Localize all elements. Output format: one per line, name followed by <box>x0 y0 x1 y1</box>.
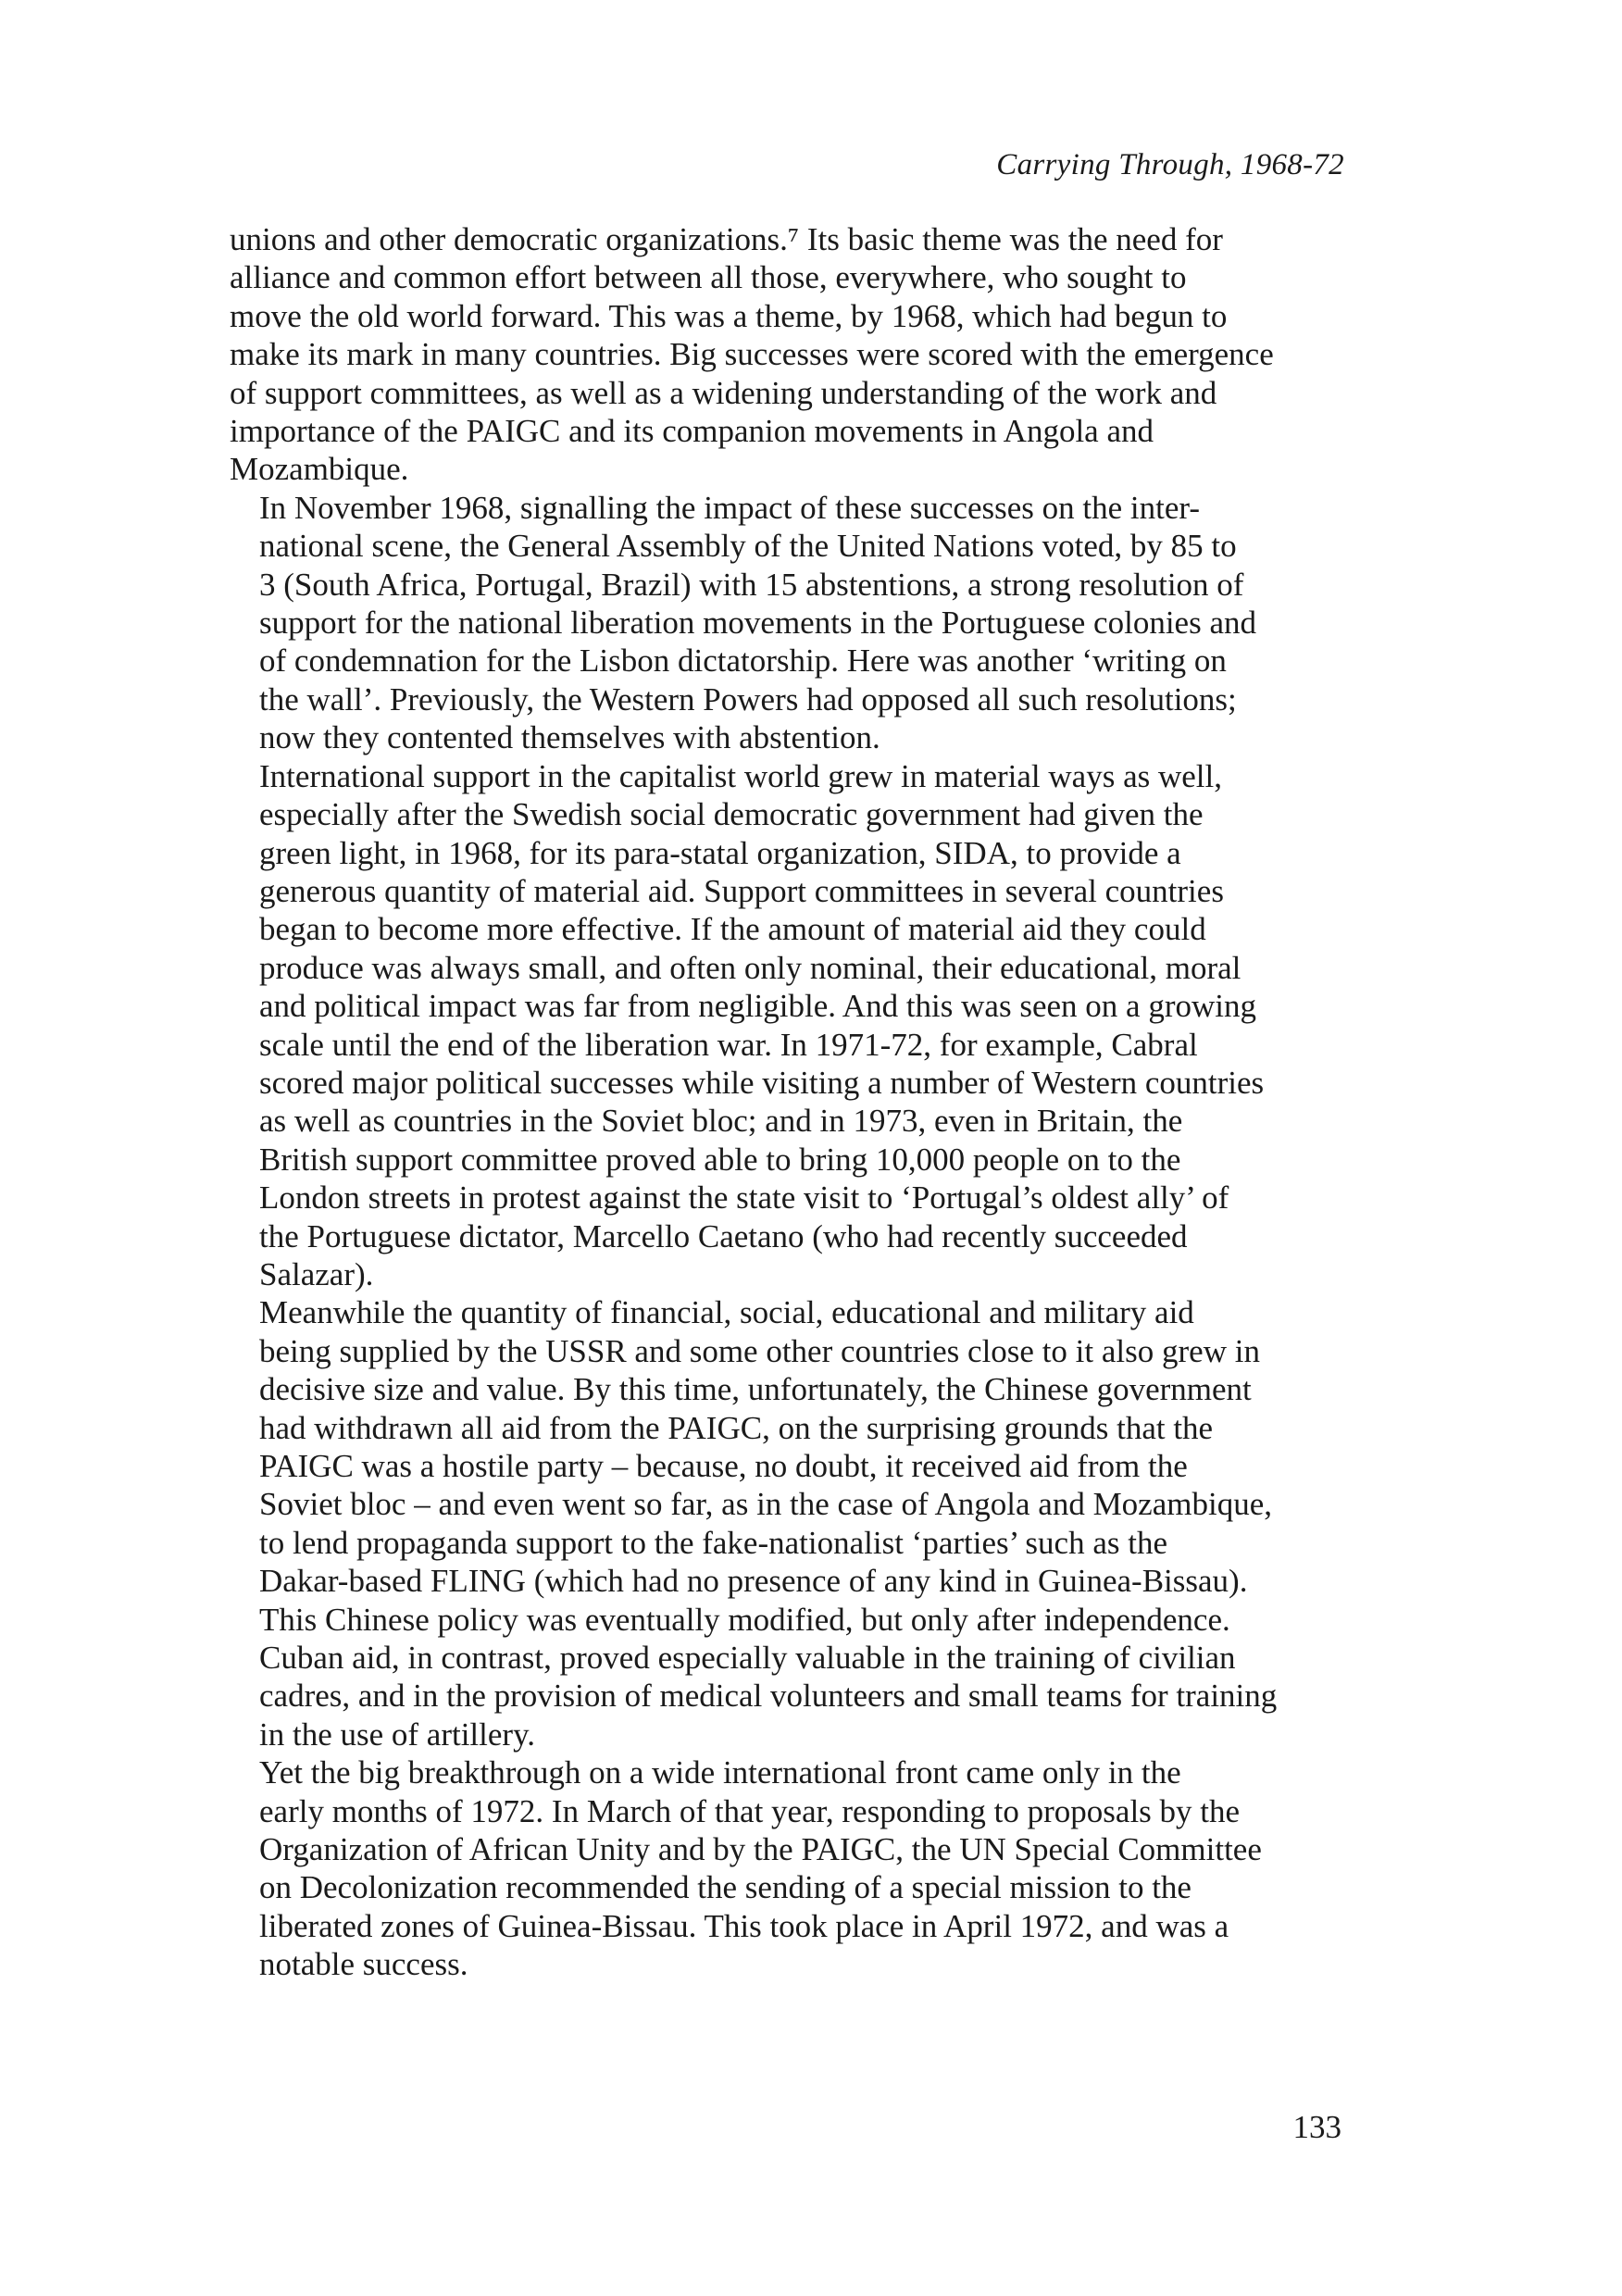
text-line: of condemnation for the Lisbon dictatorship. Here was another ‘writing on <box>259 643 1227 680</box>
text-line: now they contented themselves with abstention. <box>259 719 880 756</box>
text-line: Organization of African Unity and by the PAIGC, the UN Special Committee <box>259 1831 1262 1868</box>
text-line: In November 1968, signalling the impact of these successes on the inter- <box>259 489 1200 526</box>
text-line: London streets in protest against the state visit to ‘Portugal’s oldest ally’ of <box>259 1179 1229 1217</box>
text-line: generous quantity of material aid. Support committees in several countries <box>259 872 1224 909</box>
text-line: the wall’. Previously, the Western Powers had opposed all such resolutions; <box>259 680 1237 718</box>
text-line: British support committee proved able to bring 10,000 people on to the <box>259 1141 1181 1178</box>
text-line: Salazar). <box>259 1255 374 1292</box>
text-line: This Chinese policy was eventually modified, but only after independence. <box>259 1601 1230 1638</box>
text-line: being supplied by the USSR and some other countries close to it also grew in <box>259 1332 1260 1369</box>
text-line: green light, in 1968, for its para-statal organization, SIDA, to provide a <box>259 834 1181 871</box>
page-number: 133 <box>1292 2109 1341 2145</box>
text-line: liberated zones of Guinea-Bissau. This took place in April 1972, and was a <box>259 1907 1229 1944</box>
text-line: had withdrawn all aid from the PAIGC, on the surprising grounds that the <box>259 1409 1214 1446</box>
paragraph <box>230 1293 1433 1753</box>
paragraph <box>230 220 1433 489</box>
text-line: produce was always small, and often only nominal, their educational, moral <box>259 949 1241 986</box>
text-line: of support committees, as well as a widening understanding of the work and <box>230 374 1217 411</box>
text-line: PAIGC was a hostile party – because, no doubt, it received aid from the <box>259 1448 1188 1484</box>
text-line: scored major political successes while visiting a number of Western countries <box>259 1064 1265 1101</box>
text-line: and political impact was far from negligible. And this was seen on a growing <box>259 988 1256 1025</box>
text-line: alliance and common effort between all those, everywhere, who sought to <box>230 259 1187 296</box>
text-line: in the use of artillery. <box>259 1716 536 1753</box>
text-line: 3 (South Africa, Portugal, Brazil) with 15 abstentions, a strong resolution of <box>259 566 1244 603</box>
text-line: cadres, and in the provision of medical volunteers and small teams for training <box>259 1678 1278 1715</box>
text-line: Dakar-based FLING (which had no presence of any kind in Guinea-Bissau). <box>259 1563 1248 1600</box>
text-line: the Portuguese dictator, Marcello Caetano (who had recently succeeded <box>259 1217 1188 1254</box>
paragraph <box>230 757 1433 1294</box>
text-line: especially after the Swedish social democratic government had given the <box>259 796 1204 833</box>
text-line: to lend propaganda support to the fake-nationalist ‘parties’ such as the <box>259 1524 1167 1561</box>
text-line: Yet the big breakthrough on a wide international front came only in the <box>259 1754 1181 1791</box>
text-line: support for the national liberation movements in the Portuguese colonies and <box>259 605 1256 642</box>
text-line: importance of the PAIGC and its companion movements in Angola and <box>230 413 1154 450</box>
text-line: International support in the capitalist world grew in material ways as well, <box>259 757 1222 794</box>
text-line: began to become more effective. If the amount of material aid they could <box>259 911 1206 948</box>
text-line: move the old world forward. This was a theme, by 1968, which had begun to <box>230 297 1228 334</box>
paragraph <box>230 1753 1433 1983</box>
text-line: make its mark in many countries. Big successes were scored with the emergence <box>230 336 1274 373</box>
paragraph <box>230 489 1433 757</box>
body-text <box>230 220 1433 1984</box>
text-line: Soviet bloc – and even went so far, as in the case of Angola and Mozambique, <box>259 1486 1272 1523</box>
text-line: scale until the end of the liberation war. In 1971-72, for example, Cabral <box>259 1026 1198 1063</box>
text-line: national scene, the General Assembly of the United Nations voted, by 85 to <box>259 528 1237 565</box>
text-line: Cuban aid, in contrast, proved especially valuable in the training of civilian <box>259 1640 1236 1677</box>
text-line: unions and other democratic organizations.⁷ Its basic theme was the need for <box>230 221 1223 257</box>
text-line: as well as countries in the Soviet bloc; and in 1973, even in Britain, the <box>259 1103 1183 1140</box>
text-line: on Decolonization recommended the sending of a special mission to the <box>259 1869 1192 1906</box>
text-line: early months of 1972. In March of that year, responding to proposals by the <box>259 1792 1241 1829</box>
text-line: notable success. <box>259 1946 468 1983</box>
text-line: Mozambique. <box>230 451 409 488</box>
text-line: decisive size and value. By this time, unfortunately, the Chinese government <box>259 1371 1252 1408</box>
text-line: Meanwhile the quantity of financial, social, educational and military aid <box>259 1294 1194 1331</box>
running-head: Carrying Through, 1968-72 <box>996 148 1344 181</box>
